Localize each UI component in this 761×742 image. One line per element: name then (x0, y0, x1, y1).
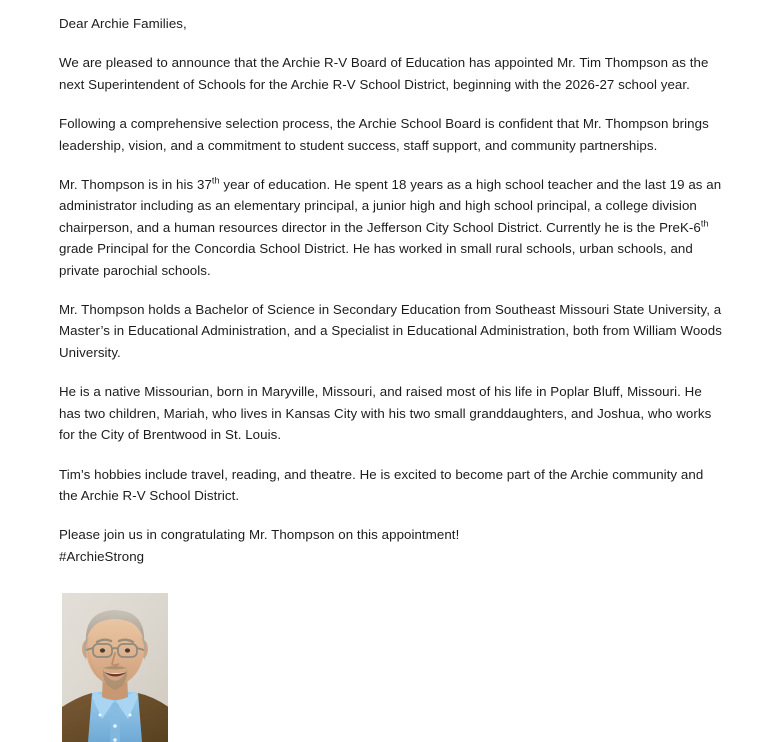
experience-segment-1: Mr. Thompson is in his 37 (59, 177, 212, 193)
closing-line-hashtag: #ArchieStrong (59, 548, 145, 564)
closing-line-congratulations: Please join us in congratulating Mr. Thompson on this appointment! (59, 527, 460, 543)
letter-body (59, 13, 722, 567)
ordinal-suffix-6th: th (700, 218, 709, 229)
paragraph-selection-process: Following a comprehensive selection process, the Archie School Board is confident that Mr. Thompson brings leadership, vision, and a commitment to student success, staff support, and community partnerships. (59, 116, 709, 153)
experience-segment-2: year of education. He spent 18 years as a high school teacher and the last 19 as an administrator including as an elementary principal, a junior high and high school principal, a college division chairperson, and a human resources director in the Jefferson City School District. Currently he is the PreK-6 (59, 177, 722, 235)
paragraph-hobbies: Tim’s hobbies include travel, reading, and theatre. He is excited to become part of the Archie community and the Archie R-V School District. (59, 466, 704, 503)
portrait-photo (62, 593, 168, 742)
paragraph-education: Mr. Thompson holds a Bachelor of Science in Secondary Education from Southeast Missouri State University, a Master’s in Educational Administration, and a Specialist in Educational Administration, both from William Woods University. (59, 302, 722, 360)
ordinal-suffix-37th: th (211, 175, 220, 186)
paragraph-experience (59, 174, 722, 281)
experience-segment-3: grade Principal for the Concordia School District. He has worked in small rural schools, urban schools, and private parochial schools. (59, 241, 693, 278)
paragraph-salutation: Dear Archie Families, (59, 16, 187, 31)
paragraph-announcement: We are pleased to announce that the Archie R-V Board of Education has appointed Mr. Tim Thompson as the next Superintendent of Schools for the Archie R-V School District, beginning with the 2026-27 school year. (59, 55, 709, 92)
paragraph-closing (59, 524, 722, 567)
paragraph-personal: He is a native Missourian, born in Maryville, Missouri, and raised most of his life in Poplar Bluff, Missouri. He has two children, Mariah, who lives in Kansas City with his two small granddaughters, and Joshua, who works for the City of Brentwood in St. Louis. (59, 384, 712, 443)
